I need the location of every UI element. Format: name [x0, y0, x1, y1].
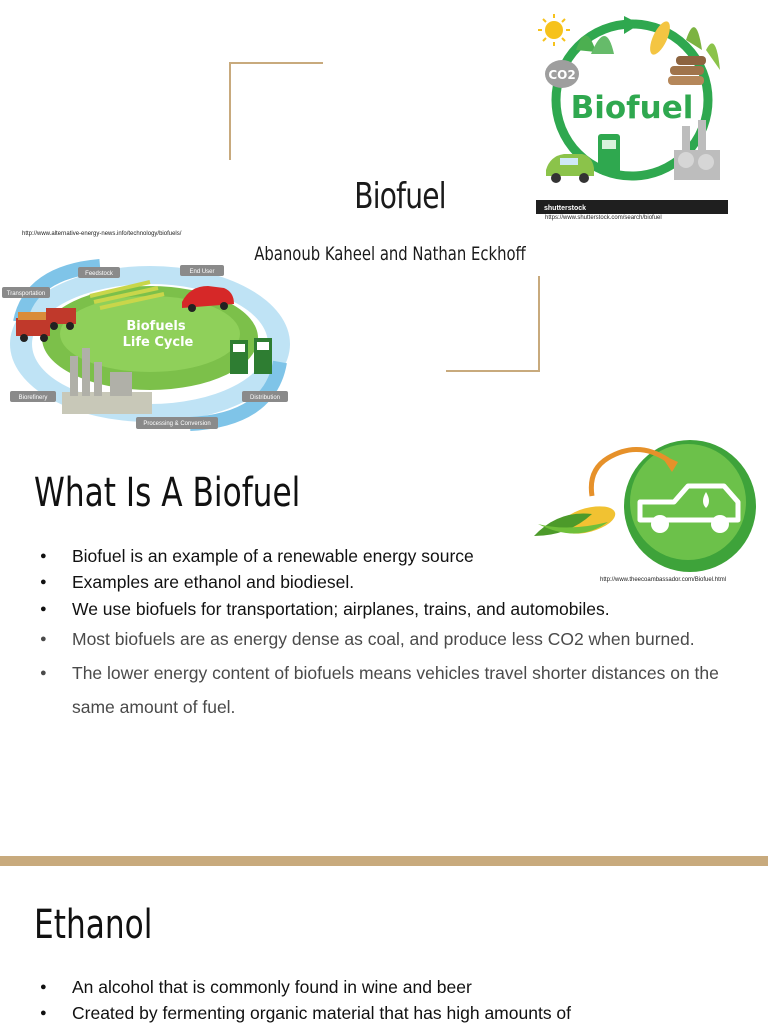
pump-image-credit: http://www.theecoambassador.com/Biofuel.html — [600, 577, 727, 583]
list-item: ● Created by fermenting organic material that has high amounts of — [32, 1000, 722, 1024]
label-end-user: End User — [189, 269, 215, 275]
list-item: ● Examples are ethanol and biodiesel. — [32, 569, 722, 595]
shutterstock-watermark: shutterstock — [544, 205, 587, 212]
co2-label: CO2 — [548, 68, 576, 82]
label-biorefinery: Biorefinery — [18, 395, 48, 401]
list-item: ● An alcohol that is commonly found in wine and beer — [32, 974, 722, 1000]
title-slide — [0, 0, 768, 440]
label-feedstock: Feedstock — [85, 271, 113, 277]
label-processing: Processing & Conversion — [143, 421, 211, 427]
list-item: ● We use biofuels for transportation; airplanes, trains, and automobiles. — [32, 595, 722, 623]
lifecycle-center-line2: Life Cycle — [122, 335, 194, 350]
biofuel-logo-word: Biofuel — [570, 90, 694, 126]
biofuels-lifecycle-diagram — [0, 252, 300, 437]
corner-bracket-top-left — [229, 62, 323, 160]
label-transportation: Transportation — [6, 291, 46, 297]
lifecycle-image-credit: http://www.alternative-energy-news.info/technology/biofuels/ — [22, 231, 182, 237]
slide2-bullet-list — [32, 543, 722, 724]
label-distribution: Distribution — [249, 395, 281, 401]
slide3-heading: Ethanol — [34, 902, 153, 948]
list-item: ● Biofuel is an example of a renewable energy source — [32, 543, 532, 569]
list-item: ● The lower energy content of biofuels means vehicles travel shorter distances on the same amount of fuel. — [32, 656, 722, 724]
ethanol-slide — [0, 866, 768, 1024]
slide-divider — [0, 856, 768, 866]
lifecycle-center-line1: Biofuels — [126, 319, 186, 334]
logo-image-credit: https://www.shutterstock.com/search/biofuel — [545, 215, 662, 221]
corner-bracket-bottom-right — [446, 276, 540, 372]
what-is-a-biofuel-slide — [0, 440, 768, 858]
slide-title: Biofuel — [354, 176, 446, 217]
slide2-heading: What Is A Biofuel — [34, 470, 301, 516]
slide-authors: Abanoub Kaheel and Nathan Eckhoff — [254, 243, 526, 265]
list-item: ● Most biofuels are as energy dense as coal, and produce less CO2 when burned. — [32, 622, 722, 656]
biofuel-logo-image — [536, 10, 728, 216]
slide3-bullet-list — [32, 974, 722, 1024]
